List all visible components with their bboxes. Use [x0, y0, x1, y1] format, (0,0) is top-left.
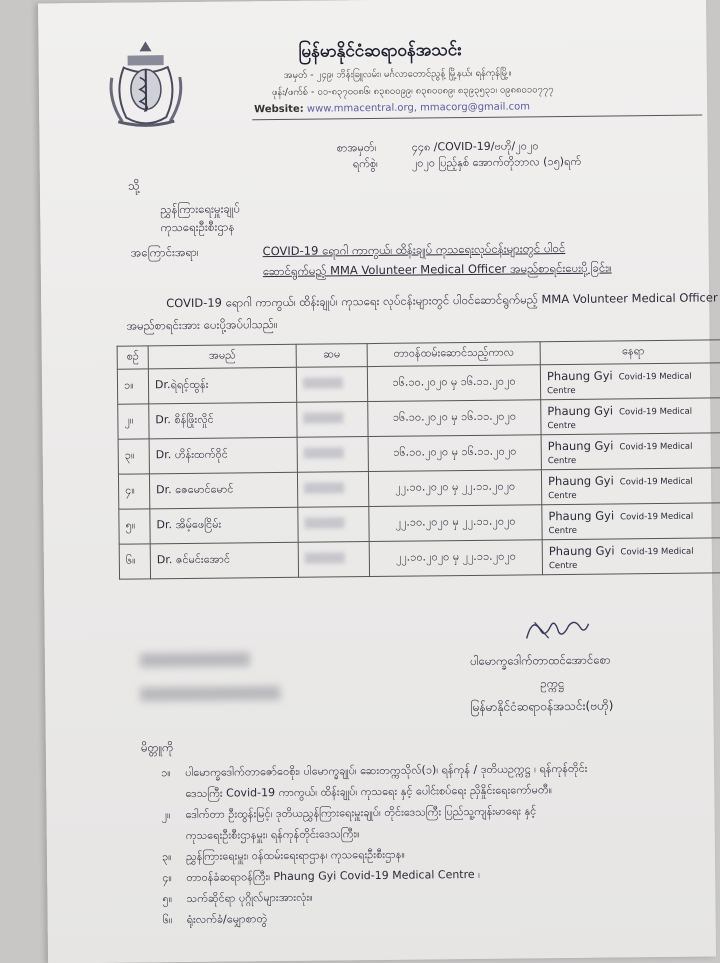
header-no: စဉ်	[117, 346, 148, 369]
row-period: ၁၆.၁၀.၂၀၂၀ မှ ၁၆.၁၁.၂၀၂၀	[368, 400, 541, 437]
redacted-text-block	[140, 686, 280, 701]
cc-item-line-1: ဒေါက်တာ ဦးထွန်းမြင့်၊ ဒုတိယညွှန်ကြားရေးမှူးချုပ်၊ တိုင်းဒေသကြီး ပြည်သူ့ကျန်းမာရေး နှင့်	[185, 804, 536, 821]
row-period: ၁၆.၁၀.၂၀၂၀ မှ ၁၆.၁၁.၂၀၂၀	[367, 365, 540, 402]
cc-item-number: ၅။	[162, 888, 186, 909]
row-number: ၂။	[118, 404, 149, 439]
cc-item-number: ၆။	[163, 909, 187, 930]
subject-line-2: ဆောင်ရွက်မည့် MMA Volunteer Medical Officer အမည်စာရင်းပေးပို့ခြင်း။	[263, 257, 703, 282]
row-number: ၃။	[118, 439, 149, 474]
header-period: တာဝန်ထမ်းဆောင်သည့်ကာလ	[367, 342, 540, 367]
redaction-blur	[304, 482, 344, 493]
place-subname: Covid-19 Medical Centre	[549, 511, 694, 536]
row-place	[541, 468, 720, 505]
place-name: Phaung Gyi	[547, 368, 613, 383]
row-id-redacted	[297, 437, 368, 473]
subject-line-1: COVID-19 ရောဂါ ကာကွယ်၊ ထိန်းချုပ် ကုသရေးလုပ်ငန်းများတွင် ပါဝင်	[263, 237, 703, 262]
row-name: Dr.ရဲရင့်ထွန်း	[148, 367, 296, 404]
list-item	[163, 903, 720, 930]
row-period: ၂၂.၁၀.၂၀၂၀ မှ ၂၂.၁၁.၂၀၂၀	[368, 470, 541, 507]
cc-item-number: ၁။	[161, 762, 185, 783]
cc-item-line-2: ကုသရေးဦးစီးဌာနမှူး၊ ရန်ကုန်တိုင်းဒေသကြီး။	[162, 819, 720, 846]
redaction-blur	[305, 552, 345, 563]
cc-item-number: ၂။	[161, 804, 185, 825]
ref-date-value: ၂၀၂၀ ပြည့်နှစ် အောက်တိုဘာလ (၁၅)ရက်	[412, 155, 582, 173]
cc-list	[161, 756, 720, 930]
recipient-line-2: ကုသရေးဦးစီးဌာန	[160, 219, 234, 237]
cc-item-line-2: ဒေသကြီး Covid-19 ကာကွယ်၊ ထိန်းချုပ်၊ ကုသရေး နှင့် ပေါင်းစပ်ရေး ညှိနှိုင်းရေးကော်မတီ။	[161, 777, 720, 804]
redaction-blur	[303, 377, 343, 388]
cc-label: မိတ္တူကို	[141, 740, 174, 757]
place-subname: Covid-19 Medical Centre	[549, 546, 694, 571]
recipient-line-1: ညွှန်ကြားရေးမှူးချုပ်	[160, 201, 240, 219]
mma-emblem-logo	[103, 37, 189, 128]
cc-item-number: ၄။	[162, 867, 186, 888]
handwritten-signature	[522, 608, 592, 649]
recipient-to-label: သို့	[128, 177, 140, 195]
redacted-text-block	[140, 652, 250, 667]
cc-item-line-1: တာဝန်ခံဆရာဝန်ကြီး၊ Phaung Gyi Covid-19 Medical Centre ၊	[186, 868, 480, 884]
row-number: ၄။	[118, 474, 149, 509]
subject-text	[263, 237, 703, 282]
subject-label: အကြောင်းအရာ၊	[131, 245, 199, 263]
place-subname: Covid-19 Medical Centre	[547, 371, 692, 396]
org-website-row	[254, 101, 530, 115]
redaction-blur	[304, 517, 344, 528]
place-subname: Covid-19 Medical Centre	[548, 441, 693, 466]
row-place	[541, 433, 720, 470]
ref-date-label: ရက်စွဲ၊	[353, 157, 378, 173]
place-name: Phaung Gyi	[547, 403, 613, 418]
header-id: ဆမ	[296, 344, 367, 368]
website-link[interactable]: www.mmacentral.org, mmacorg@gmail.com	[307, 101, 530, 114]
row-period: ၂၂.၁၀.၂၀၂၀ မှ ၂၂.၁၁.၂၀၂၀	[369, 505, 542, 542]
place-name: Phaung Gyi	[548, 438, 614, 453]
website-label: Website:	[254, 104, 304, 116]
header-name: အမည်	[148, 344, 296, 369]
row-period: ၂၂.၁၀.၂၀၂၀ မှ ၂၂.၁၁.၂၀၂၀	[369, 540, 542, 577]
row-place	[542, 503, 720, 540]
row-id-redacted	[298, 507, 369, 543]
list-item	[161, 798, 720, 846]
row-name: Dr. အိမ့်ဖေငြိမ်း	[150, 507, 298, 544]
place-subname: Covid-19 Medical Centre	[548, 476, 693, 501]
row-name: Dr. ဇင်မင်းအောင်	[150, 542, 298, 579]
header-divider	[252, 115, 702, 121]
row-place	[542, 538, 720, 575]
row-id-redacted	[297, 472, 368, 508]
row-name: Dr. ဇေမောင်မောင်	[149, 472, 297, 509]
row-place	[541, 398, 720, 435]
redaction-blur	[304, 447, 344, 458]
ref-number-label: စာအမှတ်၊	[336, 141, 376, 157]
org-address: အမှတ် - ၂၄၉၊ ဘိန်းခြူလမ်း၊ မင်္ဂလာတောင်ညွန့် မြို့နယ်၊ ရန်ကုန်မြို့။	[284, 67, 512, 83]
place-name: Phaung Gyi	[548, 473, 614, 488]
letter-paper	[38, 0, 716, 963]
org-name-heading: မြန်မာနိုင်ငံဆရာဝန်အသင်း	[298, 39, 461, 66]
row-number: ၁။	[117, 369, 148, 404]
signatory-org: မြန်မာနိုင်ငံဆရာဝန်အသင်း(ဗဟို)	[470, 698, 613, 717]
cc-item-line-1: သက်ဆိုင်ရာ ပုဂ္ဂိုလ်များအားလုံး။	[186, 891, 312, 905]
row-id-redacted	[297, 402, 368, 438]
row-name: Dr. စိန်ဖြိုးလှိုင်	[149, 402, 297, 439]
place-name: Phaung Gyi	[548, 508, 614, 523]
row-id-redacted	[296, 367, 367, 403]
redaction-blur	[303, 412, 343, 423]
signatory-name: ပါမောက္ခဒေါက်တာထင်အောင်စော	[470, 653, 611, 671]
volunteer-table	[117, 339, 720, 579]
ref-number-value: ၄၄၈ /COVID-19/ဗဟို/၂၀၂၀	[411, 139, 538, 156]
place-subname: Covid-19 Medical Centre	[547, 406, 692, 431]
row-id-redacted	[298, 542, 369, 578]
row-name: Dr. ဟိန်းထက်ဝိုင်	[149, 437, 297, 474]
table-row	[119, 538, 720, 579]
signatory-role: ဥက္ကဋ္ဌ	[540, 676, 564, 693]
place-name: Phaung Gyi	[549, 543, 615, 558]
header-place: နေရာ	[540, 340, 720, 365]
row-place	[540, 363, 720, 400]
row-number: ၅။	[119, 509, 150, 544]
cc-item-number: ၃။	[162, 846, 186, 867]
row-number: ၆။	[119, 544, 150, 579]
cc-item-line-1: ရုံးလက်ခံ/မျှောစာတွဲ	[187, 912, 268, 926]
org-phone: ဖုန်း/ဖက်စ် - ၀၁-၈၃၇၀၀၈၆၊ ၈၃၈၀၀၉၉၊ ၈၃၈၀၀၈၉၊ ၈၃၉၃၅၃၁၊ ၀၉၈၈၀၁၀၇၇၇	[272, 83, 554, 100]
cc-item-line-1: ပါမောက္ခဒေါက်တာဇော်ဝေစိုး၊ ပါမောက္ခချုပ်၊ ဆေးတက္ကသိုလ်(၁)၊ ရန်ကုန် / ဒုတိယဥက္ကဋ္ဌ ၊ ရန်ကုန်တိုင်း	[185, 762, 587, 779]
list-item	[161, 756, 720, 804]
cc-item-line-1: ညွှန်ကြားရေးမှူး၊ ဝန်ထမ်းရေးရာဌာန၊ ကုသရေးဦးစီးဌာန။	[186, 848, 405, 863]
body-paragraph: COVID-19 ရောဂါ ကာကွယ်၊ ထိန်းချုပ်၊ ကုသရေး လုပ်ငန်းများတွင် ပါဝင်ဆောင်ရွက်မည့် MMA Volunteer Medical Officer အမည်စာရင်းအား ပေးပို့အပ်ပါသည်။	[126, 286, 720, 336]
row-period: ၁၆.၁၀.၂၀၂၀ မှ ၁၆.၁၁.၂၀၂၀	[368, 435, 541, 472]
